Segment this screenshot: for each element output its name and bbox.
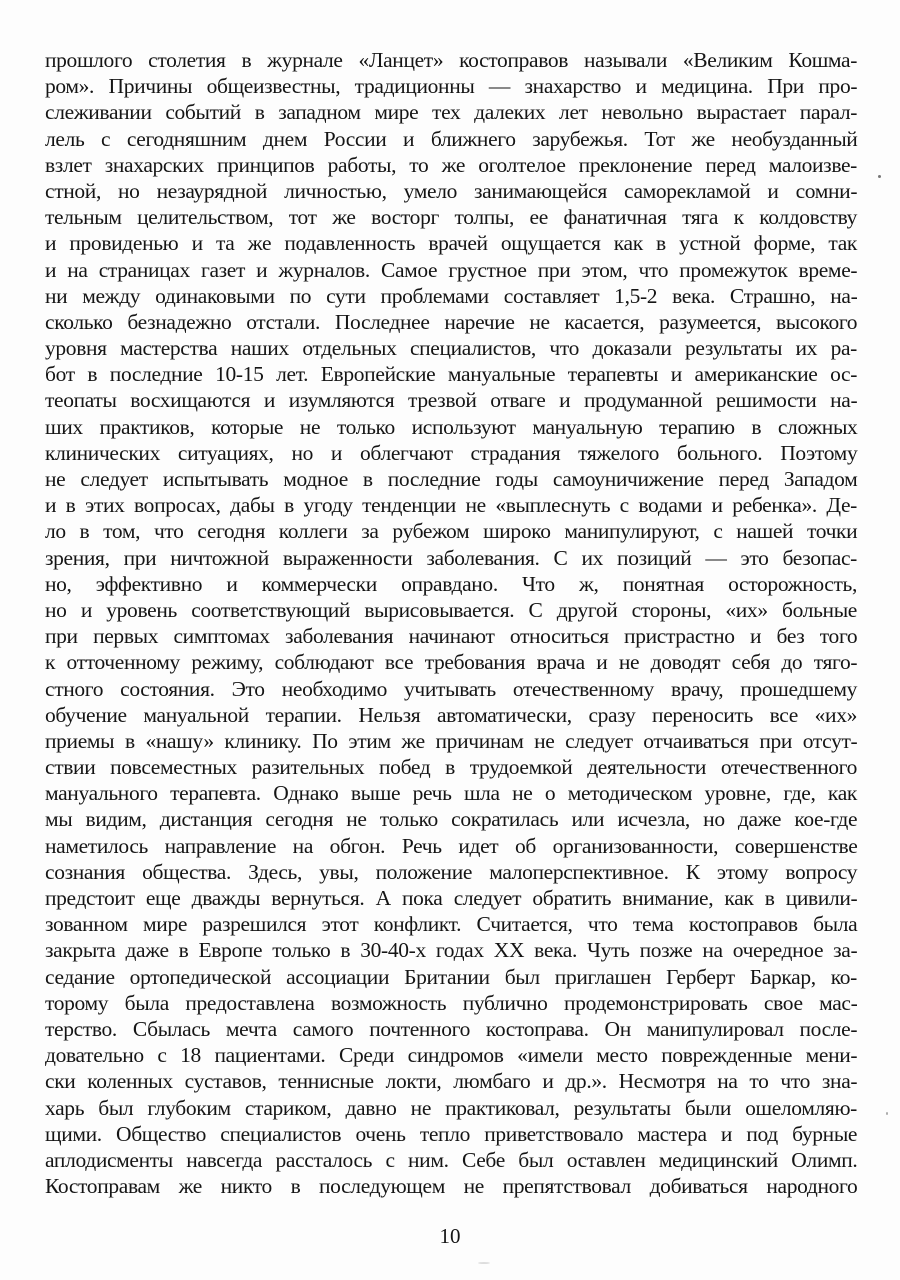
text-line: и на страницах газет и журналов. Самое грустное при этом, что промежуток време- — [45, 257, 858, 282]
scan-speck — [886, 1112, 888, 1115]
text-line: седание ортопедической ассоциации Британии был приглашен Герберт Баркар, ко- — [45, 964, 857, 989]
text-line: довательно с 18 пациентами. Среди синдромов «имели место поврежденные мени- — [45, 1043, 858, 1068]
text-line: щими. Общество специалистов очень тепло приветствовало мастера и под бурные — [45, 1121, 858, 1146]
text-line: обучение мануальной терапии. Нельзя автоматически, сразу переносить все «их» — [45, 702, 857, 727]
text-line: ших практиков, которые не только используют мануальную терапию в сложных — [45, 414, 858, 439]
text-line: закрыта даже в Европе только в 30-40-х годах XX века. Чуть позже на очередное за- — [45, 938, 858, 963]
text-line: и в этих вопросах, дабы в угоду тенденции не «выплеснуть с водами и ребенка». Де- — [45, 493, 857, 518]
text-line: клинических ситуациях, но и облегчают страдания тяжелого больного. Поэтому — [45, 440, 858, 465]
text-line: слеживании событий в западном мире тех далеких лет невольно вырастает парал- — [45, 100, 858, 125]
text-line: но, эффективно и коммерчески оправдано. Что ж, понятная осторожность, — [45, 571, 857, 596]
text-line: аплодисменты навсегда рассталось с ним. Себе был оставлен медицинский Олимп. — [45, 1147, 858, 1172]
text-line: сколько безнадежно отстали. Последнее наречие не касается, разумеется, высокого — [45, 309, 858, 334]
text-line: тельным целительством, тот же восторг толпы, ее фанатичная тяга к колдовству — [45, 205, 858, 230]
text-line: приемы в «нашу» клинику. По этим же причинам не следует отчаиваться при отсут- — [45, 728, 858, 753]
scan-speck — [878, 175, 881, 178]
text-line: взлет знахарских принципов работы, то же оголтелое преклонение перед малоизве- — [45, 152, 857, 177]
text-line: к отточенному режиму, соблюдают все требования врача и не доводят себя до тяго- — [45, 650, 858, 675]
text-line: торому была предоставлена возможность публично продемонстрировать свое мас- — [45, 990, 858, 1015]
text-line: не следует испытывать модное в последние годы самоуничижение перед Западом — [45, 467, 858, 491]
text-line: предстоит еще дважды вернуться. А пока следует обратить внимание, как в цивили- — [45, 886, 858, 910]
text-line: уровня мастерства наших отдельных специалистов, что доказали результаты их ра- — [45, 336, 857, 361]
text-line: ствии повсеместных разительных побед в трудоемкой деятельности отечественного — [45, 755, 857, 780]
text-line: мануального терапевта. Однако выше речь шла не о методическом уровне, где, как — [45, 781, 857, 806]
body-text — [45, 47, 857, 1199]
text-line: бот в последние 10-15 лет. Европейские мануальные терапевты и американские ос- — [45, 362, 858, 387]
text-line: стного состояния. Это необходимо учитывать отечественному врачу, прошедшему — [45, 676, 857, 701]
scan-speck — [478, 1262, 490, 1264]
text-line: мы видим, дистанция сегодня не только сократилась или исчезла, но даже кое-где — [45, 807, 858, 832]
text-line: теопаты восхищаются и изумляются трезвой отваге и продуманной решимости на- — [45, 388, 858, 413]
text-line: ром». Причины общеизвестны, традиционны — знахарство и медицина. При про- — [45, 74, 858, 99]
page-number: 10 — [439, 1224, 461, 1248]
text-line: наметилось направление на обгон. Речь идет об организованности, совершенстве — [45, 833, 858, 858]
text-line: сознания общества. Здесь, увы, положение малоперспективное. К этому вопросу — [45, 859, 858, 884]
text-line: но и уровень соответствующий вырисовывается. С другой стороны, «их» больные — [45, 597, 857, 622]
text-line: прошлого столетия в журнале «Ланцет» костоправов называли «Великим Кошма- — [45, 48, 858, 72]
text-line: лель с сегодняшним днем России и ближнего зарубежья. Тот же необузданный — [45, 126, 858, 151]
text-line: терство. Сбылась мечта самого почтенного костоправа. Он манипулировал после- — [45, 1016, 858, 1041]
text-line: Костоправам же никто в последующем не препятствовал добиваться народного — [45, 1174, 858, 1199]
text-line: зованном мире разрешился этот конфликт. Считается, что тема костоправов была — [45, 912, 858, 937]
text-line: и провиденью и та же подавленность врачей ощущается как в устной форме, так — [45, 231, 857, 256]
text-line: ло в том, что сегодня коллеги за рубежом широко манипулируют, с нашей точки — [45, 519, 858, 544]
text-line: харь был глубоким стариком, давно не практиковал, результаты были ошеломляю- — [45, 1095, 857, 1120]
text-line: зрения, при ничтожной выраженности заболевания. С их позиций — это безопас- — [45, 545, 857, 570]
text-line: стной, но незаурядной личностью, умело занимающейся саморекламой и сомни- — [45, 178, 858, 203]
text-line: при первых симптомах заболевания начинают относиться пристрастно и без того — [45, 624, 858, 649]
text-line: ни между одинаковыми по сути проблемами составляет 1,5-2 века. Страшно, на- — [45, 283, 858, 308]
text-line: ски коленных суставов, теннисные локти, люмбаго и др.». Несмотря на то что зна- — [45, 1069, 858, 1094]
